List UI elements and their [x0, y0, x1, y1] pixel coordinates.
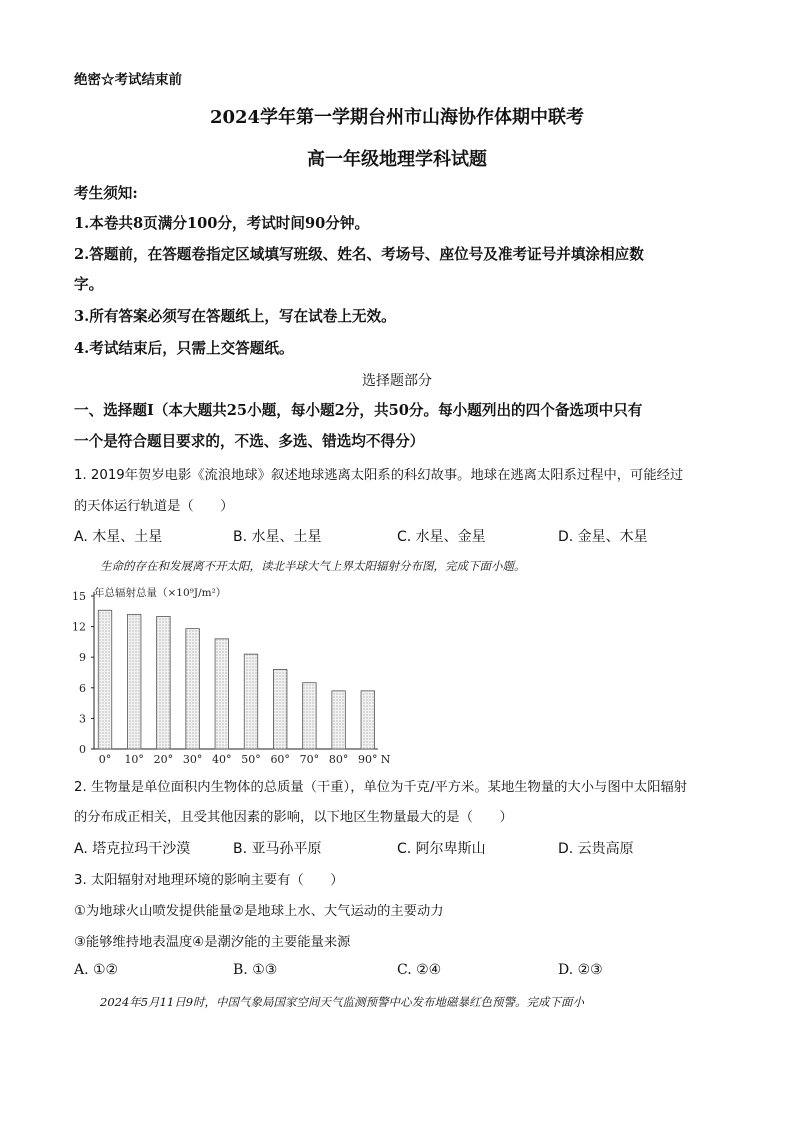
section-part-title: 选择题部分 — [362, 373, 432, 389]
question-1-option-d: D. 金星、木星 — [558, 529, 648, 545]
question-2-option-b: B. 亚马孙平原 — [233, 841, 322, 857]
bar-80deg — [332, 691, 346, 749]
solar-radiation-bar-chart — [60, 582, 391, 770]
bar-70deg — [303, 683, 317, 749]
question-3-option-b: B. ①③ — [233, 962, 278, 978]
bar-40deg — [215, 639, 229, 749]
y-tick-label: 12 — [72, 620, 86, 634]
secret-label: 绝密☆考试结束前 — [74, 72, 182, 88]
question-3-statement: ③能够维持地表温度④是潮汐能的主要能量来源 — [74, 935, 351, 950]
section-intro: 一个是符合题目要求的，不选、多选、错选均不得分） — [74, 433, 425, 450]
x-tick-label: 30° — [182, 753, 203, 766]
question-1-option-a: A. 木星、土星 — [74, 529, 163, 545]
x-tick-label: 80° — [328, 753, 349, 766]
x-tick-label: 60° — [270, 753, 290, 766]
y-tick-label: 9 — [79, 651, 86, 665]
question-3-stem: 3. 太阳辐射对地理环境的影响主要有（ ） — [74, 873, 344, 888]
bar-0deg — [98, 610, 112, 749]
x-tick-label: 90° — [358, 753, 378, 766]
question-1-stem: 的天体运行轨道是（ ） — [74, 499, 234, 514]
bar-90deg — [361, 691, 375, 749]
x-axis-suffix: N — [380, 753, 391, 766]
question-2-option-c: C. 阿尔卑斯山 — [397, 841, 486, 857]
stimulus-text: 生命的存在和发展离不开太阳，读北半球大气上界太阳辐射分布图，完成下面小题。 — [100, 559, 526, 573]
notice-item: 2.答题前，在答题卷指定区域填写班级、姓名、考场号、座位号及准考证号并填涂相应数 — [74, 246, 644, 263]
stimulus-text: 2024年5月11日9时，中国气象局国家空间天气监测预警中心发布地磁暴红色预警。完成下面小 — [100, 995, 585, 1009]
question-2-option-a: A. 塔克拉玛干沙漠 — [74, 841, 191, 857]
x-tick-label: 40° — [212, 753, 232, 766]
y-tick-label: 3 — [79, 712, 86, 726]
x-tick-label: 70° — [299, 753, 320, 766]
exam-title: 2024学年第一学期台州市山海协作体期中联考 — [209, 107, 585, 128]
x-tick-label: 50° — [241, 753, 261, 766]
bar-10deg — [127, 614, 141, 749]
notice-item: 4.考试结束后，只需上交答题纸。 — [74, 340, 294, 357]
question-2-stem: 的分布成正相关，且受其他因素的影响，以下地区生物量最大的是（ ） — [74, 810, 513, 825]
question-2-stem: 2. 生物量是单位面积内生物体的总质量（干重），单位为千克/平方米。某地生物量的大小与图中太阳辐射 — [74, 780, 688, 795]
y-tick-label: 0 — [79, 743, 86, 756]
question-1-stem: 1. 2019年贺岁电影《流浪地球》叙述地球逃离太阳系的科幻故事。地球在逃离太阳系过程中，可能经过 — [74, 468, 684, 483]
bar-50deg — [244, 654, 258, 749]
notice-heading: 考生须知: — [74, 185, 138, 202]
section-intro: 一、选择题Ⅰ（本大题共25小题，每小题2分，共50分。每小题列出的四个备选项中只有 — [74, 402, 643, 419]
question-3-option-a: A. ①② — [74, 962, 119, 978]
question-1-option-c: C. 水星、金星 — [397, 529, 486, 545]
notice-item: 3.所有答案必须写在答题纸上，写在试卷上无效。 — [74, 308, 396, 325]
x-tick-label: 20° — [153, 753, 174, 766]
bar-60deg — [273, 669, 287, 749]
question-3-option-d: D. ②③ — [558, 962, 603, 978]
question-3-option-c: C. ②④ — [397, 962, 442, 978]
question-3-statement: ①为地球火山喷发提供能量②是地球上水、大气运动的主要动力 — [74, 904, 444, 919]
bar-20deg — [157, 616, 171, 749]
chart-title: 年总辐射总量（×10⁹J/m²） — [94, 587, 227, 599]
y-tick-label: 15 — [72, 590, 86, 603]
notice-item: 1.本卷共8页满分100分，考试时间90分钟。 — [74, 215, 370, 232]
exam-subtitle: 高一年级地理学科试题 — [307, 149, 487, 170]
question-1-option-b: B. 水星、土星 — [233, 529, 322, 545]
question-2-option-d: D. 云贵高原 — [558, 841, 634, 857]
bar-30deg — [186, 629, 200, 749]
y-tick-label: 6 — [79, 681, 86, 695]
x-tick-label: 10° — [124, 753, 144, 766]
notice-item: 字。 — [74, 276, 104, 293]
x-tick-label: 0° — [98, 753, 112, 766]
